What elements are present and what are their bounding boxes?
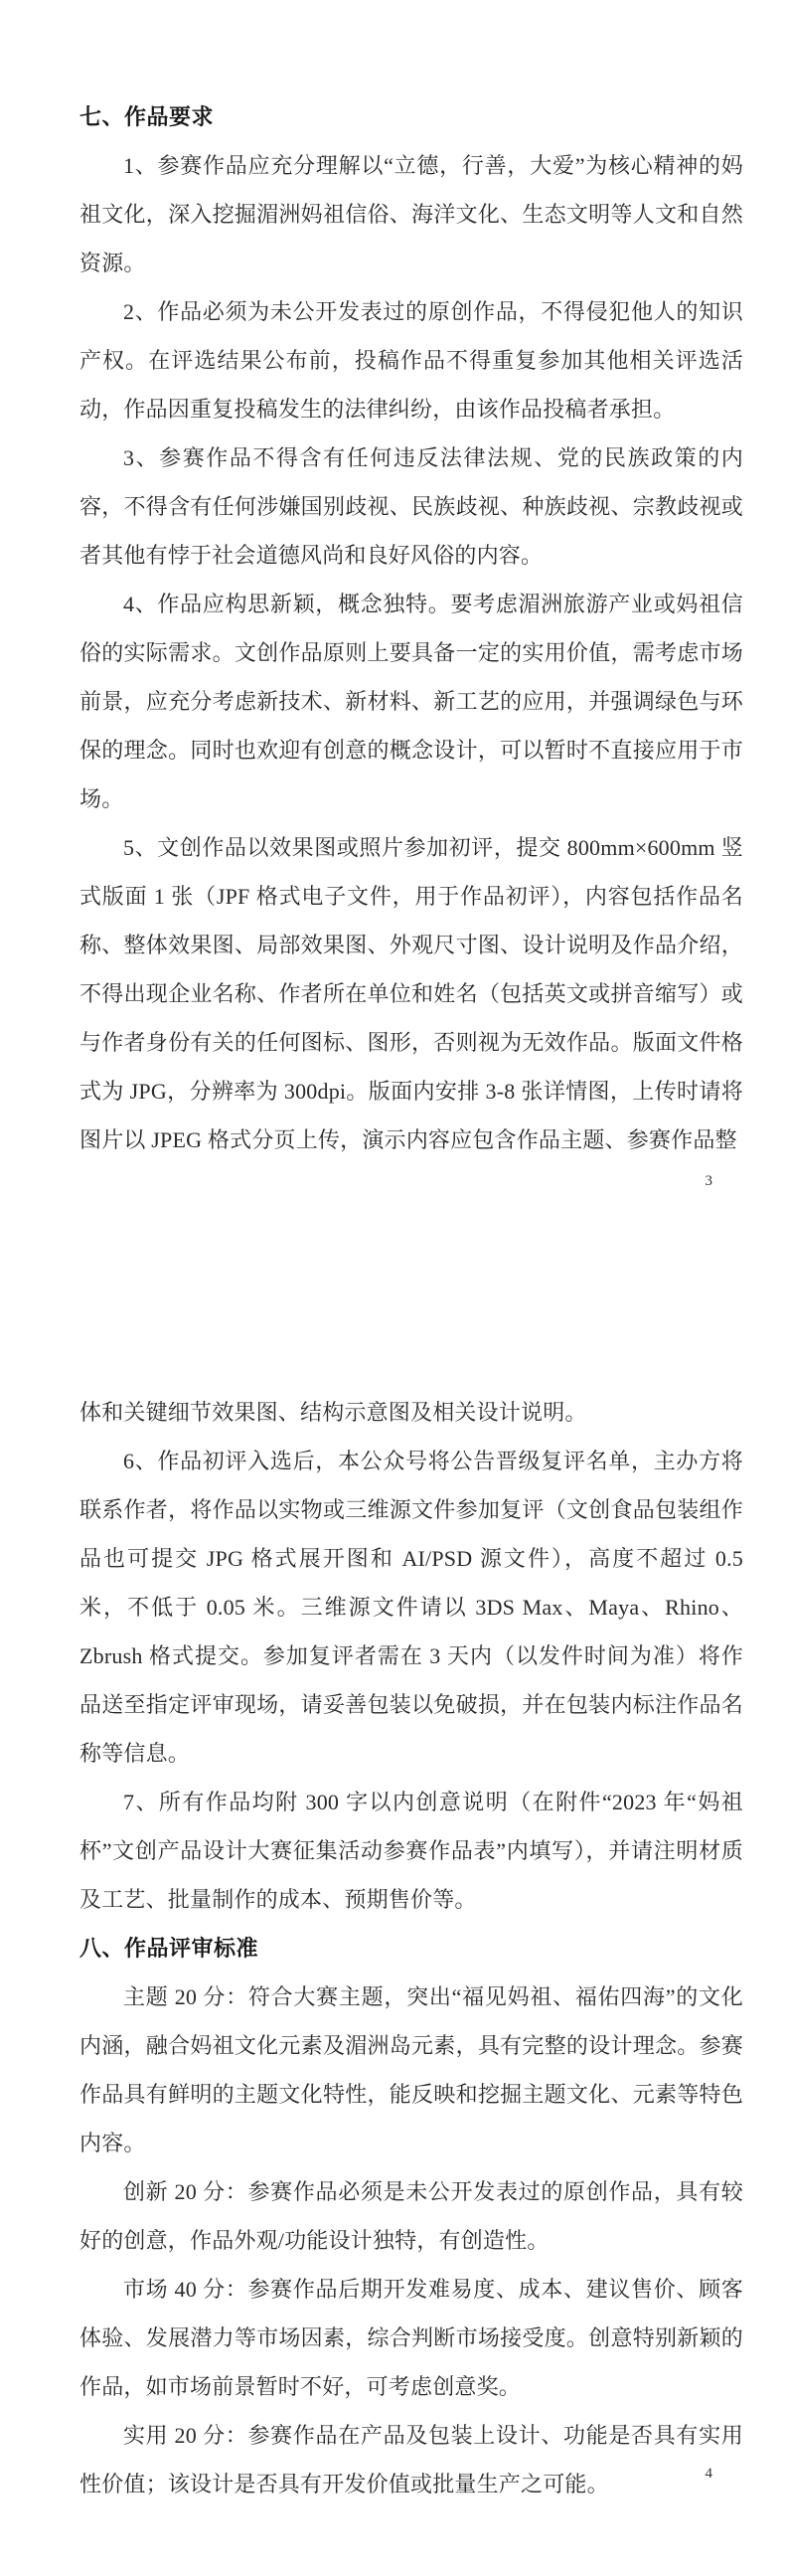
page-number-3: 3 (705, 1173, 712, 1189)
paragraph-2: 2、作品必须为未公开发表过的原创作品，不得侵犯他人的知识产权。在评选结果公布前，投稿作品不得重复参加其他相关评选活动，作品因重复投稿发生的法律纠纷，由该作品投稿者承担。 (79, 299, 743, 422)
criteria-theme: 主题 20 分：符合大赛主题，突出“福见妈祖、福佑四海”的文化内涵，融合妈祖文化元素及湄洲岛元素，具有完整的设计理念。参赛作品具有鲜明的主题文化特性，能反映和挖掘主题文化、元素等特色内容。 (79, 1984, 743, 2155)
paragraph-5-continuation: 体和关键细节效果图、结构示意图及相关设计说明。 (79, 1400, 587, 1425)
section-8-heading: 八、作品评审标准 (79, 1936, 259, 1961)
page-4-content (79, 1388, 743, 2508)
page-3-content (79, 92, 743, 1164)
paragraph-4: 4、作品应构思新颖，概念独特。要考虑湄洲旅游产业或妈祖信俗的实际需求。文创作品原则上要具备一定的实用价值，需考虑市场前景，应充分考虑新技术、新材料、新工艺的应用，并强调绿色与环保的理念。同时也欢迎有创意的概念设计，可以暂时不直接应用于市场。 (79, 592, 743, 811)
criteria-innovation: 创新 20 分：参赛作品必须是未公开发表过的原创作品，具有较好的创意，作品外观/功能设计独特，有创造性。 (79, 2179, 743, 2253)
section-7-heading: 七、作品要求 (79, 104, 215, 129)
paragraph-7: 7、所有作品均附 300 字以内创意说明（在附件“2023 年“妈祖杯”文创产品设计大赛征集活动参赛作品表”内填写），并请注明材质及工艺、批量制作的成本、预期售价等。 (79, 1790, 743, 1912)
paragraph-3: 3、参赛作品不得含有任何违反法律法规、党的民族政策的内容，不得含有任何涉嫌国别歧视、民族歧视、种族歧视、宗教歧视或者其他有悖于社会道德风尚和良好风俗的内容。 (79, 445, 743, 568)
paragraph-6: 6、作品初评入选后，本公众号将公告晋级复评名单，主办方将联系作者，将作品以实物或三维源文件参加复评（文创食品包装组作品也可提交 JPG 格式展开图和 AI/PSD 源文件），高度不超过 0.5 米，不低于 0.05 米。三维源文件请以 3DS Max、Maya、Rhino、Zbrush 格式提交。参加复评者需在 3 天内（以发件时间为准）将作品送至指定评审现场，请妥善包装以免破损，并在包装内标注作品名称等信息。 (79, 1449, 743, 1766)
criteria-market: 市场 40 分：参赛作品后期开发难易度、成本、建议售价、顾客体验、发展潜力等市场因素，综合判断市场接受度。创意特别新颖的作品，如市场前景暂时不好，可考虑创意奖。 (79, 2277, 743, 2399)
paragraph-1: 1、参赛作品应充分理解以“立德，行善，大爱”为核心精神的妈祖文化，深入挖掘湄洲妈祖信俗、海洋文化、生态文明等人文和自然资源。 (79, 153, 743, 275)
paragraph-5: 5、文创作品以效果图或照片参加初评，提交 800mm×600mm 竖式版面 1 张（JPF 格式电子文件，用于作品初评），内容包括作品名称、整体效果图、局部效果图、外观尺寸图、设计说明及作品介绍，不得出现企业名称、作者所在单位和姓名（包括英文或拼音缩写）或与作者身份有关的任何图标、图形，否则视为无效作品。版面文件格式为 JPG，分辨率为 300dpi。版面内安排 3-8 张详情图，上传时请将图片以 JPEG 格式分页上传，演示内容应包含作品主题、参赛作品整 (79, 835, 743, 1152)
criteria-practicality: 实用 20 分：参赛作品在产品及包装上设计、功能是否具有实用性价值；该设计是否具有开发价值或批量生产之可能。 (79, 2423, 743, 2496)
page-number-4: 4 (705, 2466, 712, 2482)
